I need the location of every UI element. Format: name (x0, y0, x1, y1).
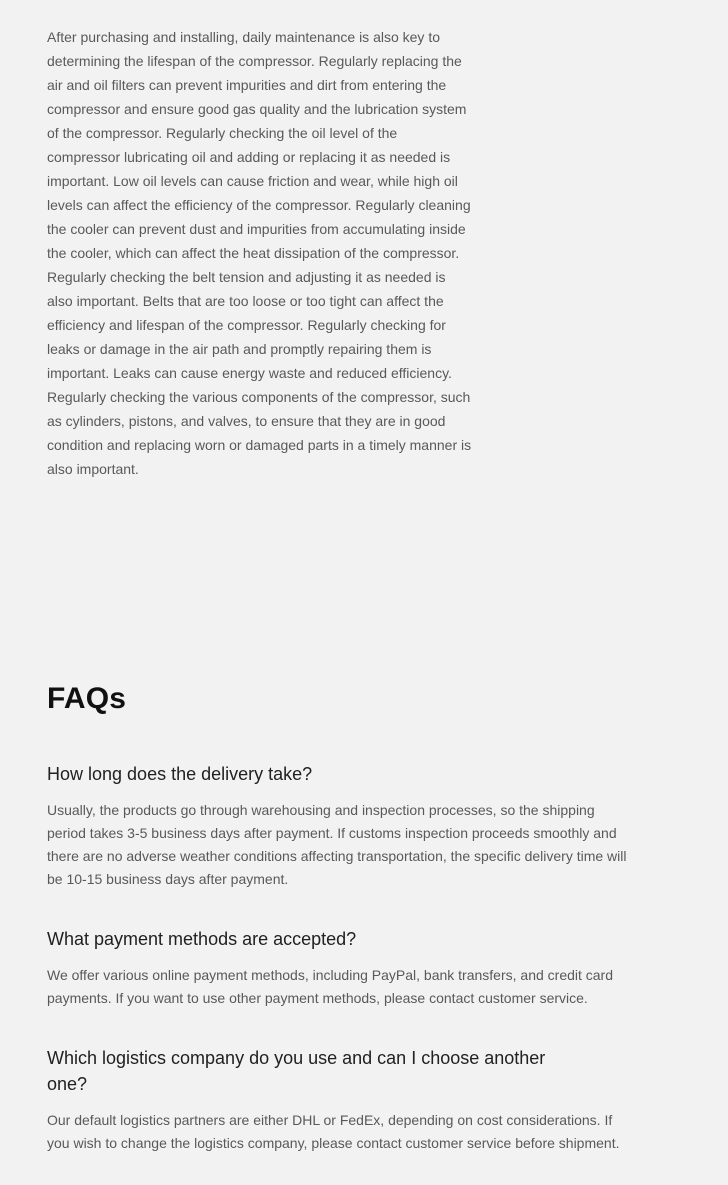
page-content (0, 25, 728, 1155)
faq-item (47, 1045, 728, 1155)
faq-answer-payment-methods: We offer various online payment methods, including PayPal, bank transfers, and credit card payments. If you want to use other payment methods, please contact customer service. (47, 967, 614, 1006)
faq-item (47, 761, 728, 891)
faqs-title: FAQs (47, 682, 127, 715)
faq-question-payment-methods: What payment methods are accepted? (47, 929, 357, 949)
faq-item (47, 926, 728, 1010)
maintenance-intro-paragraph: After purchasing and installing, daily maintenance is also key to determining the lifespan of the compressor. Regularly replacing the air and oil filters can prevent impurities and dirt from entering the compressor and ensure good gas quality and the lubrication system of the compressor. Regularly checking the oil level of the compressor lubricating oil and adding or replacing it as needed is important. Low oil levels can cause friction and wear, while high oil levels can affect the efficiency of the compressor. Regularly cleaning the cooler can prevent dust and impurities from accumulating inside the cooler, which can affect the heat dissipation of the compressor. Regularly checking the belt tension and adjusting it as needed is also important. Belts that are too loose or too tight can affect the efficiency and lifespan of the compressor. Regularly checking for leaks or damage in the air path and promptly repairing them is important. Leaks can cause energy waste and reduced efficiency. Regularly checking the various components of the compressor, such as cylinders, pistons, and valves, to ensure that they are in good condition and replacing worn or damaged parts in a timely manner is also important. (47, 29, 472, 477)
faq-answer-delivery-time: Usually, the products go through warehousing and inspection processes, so the shipping period takes 3-5 business days after payment. If customs inspection proceeds smoothly and there are no adverse weather conditions affecting transportation, the specific delivery time will be 10-15 business days after payment. (47, 802, 627, 887)
faq-question-logistics-company: Which logistics company do you use and can I choose another one? (47, 1048, 546, 1094)
faq-question-delivery-time: How long does the delivery take? (47, 764, 313, 784)
faq-answer-logistics-company: Our default logistics partners are either DHL or FedEx, depending on cost considerations. If you wish to change the logistics company, please contact customer service before shipment. (47, 1112, 620, 1151)
